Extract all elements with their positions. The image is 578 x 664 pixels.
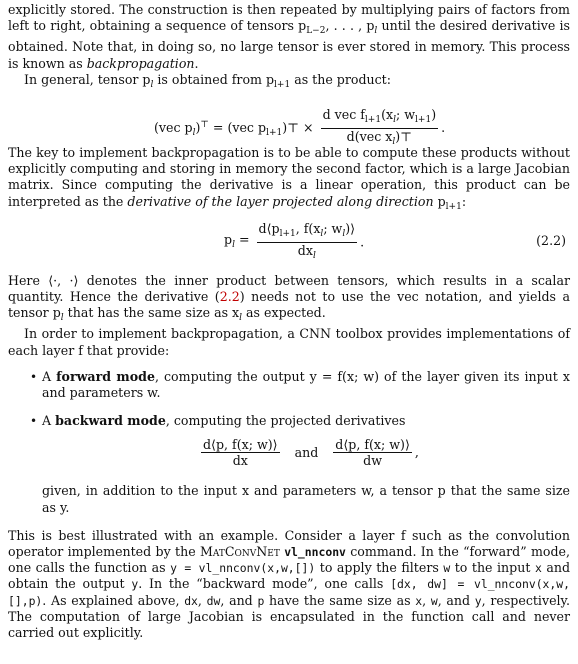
fraction-projected-derivative: $\frac{d⟨p_{l+1}, f(x_l; w_l)⟩}{dx_l}$ xyxy=(258,220,356,261)
list-item-backward-mode: • A backward mode, computing the projected derivatives $\frac{d⟨p, f(x; w)⟩}{dx}$ and $\frac{d⟨p, f(x; w)⟩}{dw}$ , given, in addition to the input x and parameters w, a tensor p that the same size as y. xyxy=(30,413,570,515)
term-backpropagation: backpropagation xyxy=(86,55,195,71)
paragraph-key-implement: The key to implement backpropagation is to be able to compute these products without explicitly computing and storing in memory the second factor, which is a large Jacobian matrix. Since computing the derivative is a linear operation, this product can be interpreted as the derivative of the layer projected along direction $p_{l+1}$: xyxy=(8,145,570,212)
paragraph-example: This is best illustrated with an example. Consider a layer f such as the convolution operator implemented by the MatConvNet vl_nnconv command. In the “forward” mode, one calls the function as y = vl_nnconv(x,w,[]) to apply the filters w to the input x and obtain the output y. In the “backward mode”, one calls [dx, dw] = vl_nnconv(x,w,[],p). As explained above, dx, dw, and p have the same size as x, w, and y, respectively. The computation of large Jacobian is encapsulated in the function call and never carried out explicitly. xyxy=(8,527,571,641)
equation-reference-link[interactable]: 2.2 xyxy=(219,289,240,305)
fraction-dw: $\frac{d⟨p, f(x; w)⟩}{dw}$ xyxy=(335,437,410,469)
equation-2-2: $p_l$ = $\frac{d⟨p_{l+1}, f(x_l; w_l)⟩}{dx_l}$ . (2.2) xyxy=(8,221,570,261)
mode-list xyxy=(8,369,570,516)
fraction-jacobian: $\frac{d vec f_{l+1}(x_l; w_{l+1})}{d(vec x_l)⊤}$ xyxy=(322,107,437,148)
bullet-icon: • xyxy=(30,414,38,429)
paragraph-inner-product: Here ⟨·, ·⟩ denotes the inner product between tensors, which results in a scalar quantity. Hence the derivative (2.2) needs not to use the vec notation, and yields a tensor $p_l$ that has the same size as $x_l$ as expected. xyxy=(8,272,570,324)
equation-number: (2.2) xyxy=(536,232,566,248)
term-projected-derivative: derivative of the layer projected along direction xyxy=(127,193,434,209)
fraction-dx: $\frac{d⟨p, f(x; w)⟩}{dx}$ xyxy=(203,437,278,469)
paragraph-toolbox: In order to implement backpropagation, a CNN toolbox provides implementations of each layer f that provide: xyxy=(8,326,570,358)
paragraph-general-tensor: In general, tensor $p_l$ is obtained from $p_{l+1}$ as the product: xyxy=(24,71,391,90)
paragraph-given: given, in addition to the input x and parameters w, a tensor p that the same size as y. xyxy=(42,483,570,515)
brand-matconvnet: MatConvNet xyxy=(199,544,280,560)
list-item-forward-mode: • A forward mode, computing the output y = f(x; w) of the layer given its input x and parameters w. xyxy=(30,368,570,401)
paragraph-backprop-intro: explicitly stored. The construction is then repeated by multiplying pairs of factors from left to right, obtaining a sequence of tensors $p_{L-2}$, . . . , $p_l$ until the desired derivative is obtained. Note that, in doing so, no large tensor is ever stored in memory. This process is known as backpropagation. xyxy=(8,2,570,71)
equation-projected-pair: $\frac{d⟨p, f(x; w)⟩}{dx}$ and $\frac{d⟨p, f(x; w)⟩}{dw}$ , xyxy=(203,437,419,469)
bullet-icon: • xyxy=(30,369,38,384)
equation-vec-product: (vec $p_l)^⊤ = (vec$ $p_{l+1})⊤$ × $\frac{d vec f_{l+1}(x_l; w_{l+1})}{d(vec x_l)⊤}$ . xyxy=(8,107,570,127)
